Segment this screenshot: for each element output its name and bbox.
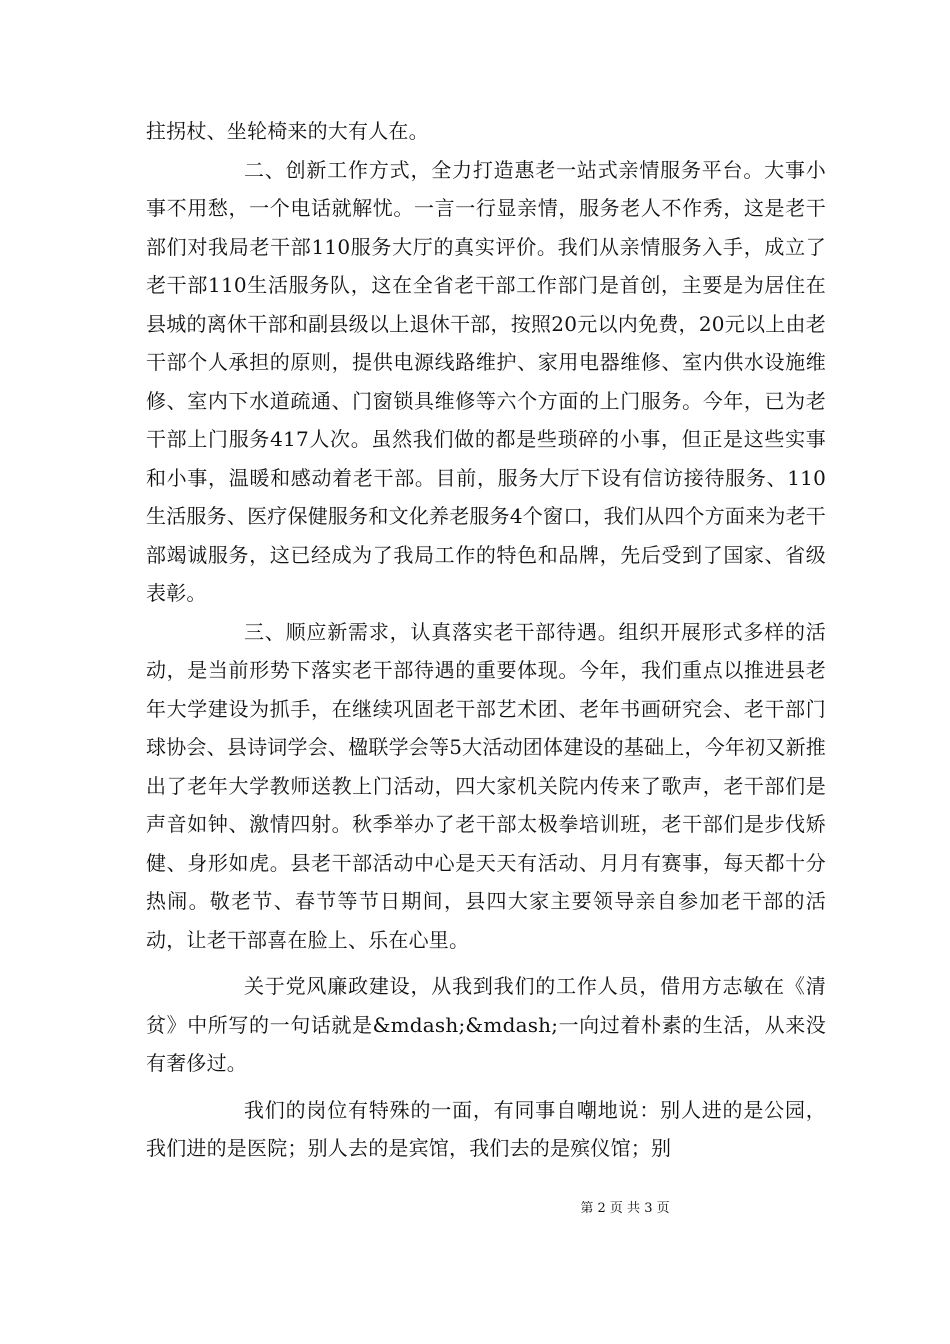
paragraph: 我们的岗位有特殊的一面，有同事自嘲地说：别人进的是公园，我们进的是医院；别人去的是宾馆，我们去的是殡仪馆；别 <box>146 1097 826 1160</box>
page-number-footer: 第 2 页 共 3 页 <box>580 1201 670 1216</box>
paragraph: 三、顺应新需求，认真落实老干部待遇。组织开展形式多样的活动，是当前形势下落实老干部待遇的重要体现。今年，我们重点以推进县老年大学建设为抓手，在继续巩固老干部艺术团、老年书画研究会、老干部门球协会、县诗词学会、楹联学会等5大活动团体建设的基础上，今年初又新推出了老年大学教师送教上门活动，四大家机关院内传来了歌声，老干部们是声音如钟、激情四射。秋季举办了老干部太极拳培训班，老干部们是步伐矫健、身形如虎。县老干部活动中心是天天有活动、月月有赛事，每天都十分热闹。敬老节、春节等节日期间，县四大家主要领导亲自参加老干部的活动，让老干部喜在脸上、乐在心里。 <box>146 619 826 952</box>
paragraph: 关于党风廉政建设，从我到我们的工作人员，借用方志敏在《清贫》中所写的一句话就是&mdash;&mdash;一向过着朴素的生活，从来没有奢侈过。 <box>146 974 826 1075</box>
paragraph: 拄拐杖、坐轮椅来的大有人在。 <box>146 119 429 143</box>
paragraph: 二、创新工作方式，全力打造惠老一站式亲情服务平台。大事小事不用愁，一个电话就解忧。一言一行显亲情，服务老人不作秀，这是老干部们对我局老干部110服务大厅的真实评价。我们从亲情服务入手，成立了老干部110生活服务队，这在全省老干部工作部门是首创，主要是为居住在县城的离休干部和副县级以上退休干部，按照20元以内免费，20元以上由老干部个人承担的原则，提供电源线路维护、家用电器维修、室内供水设施维修、室内下水道疏通、门窗锁具维修等六个方面的上门服务。今年，已为老干部上门服务417人次。虽然我们做的都是些琐碎的小事，但正是这些实事和小事，温暖和感动着老干部。目前，服务大厅下设有信访接待服务、110生活服务、医疗保健服务和文化养老服务4个窗口，我们从四个方面来为老干部竭诚服务，这已经成为了我局工作的特色和品牌，先后受到了国家、省级表彰。 <box>146 157 826 605</box>
document-body <box>146 112 826 1168</box>
